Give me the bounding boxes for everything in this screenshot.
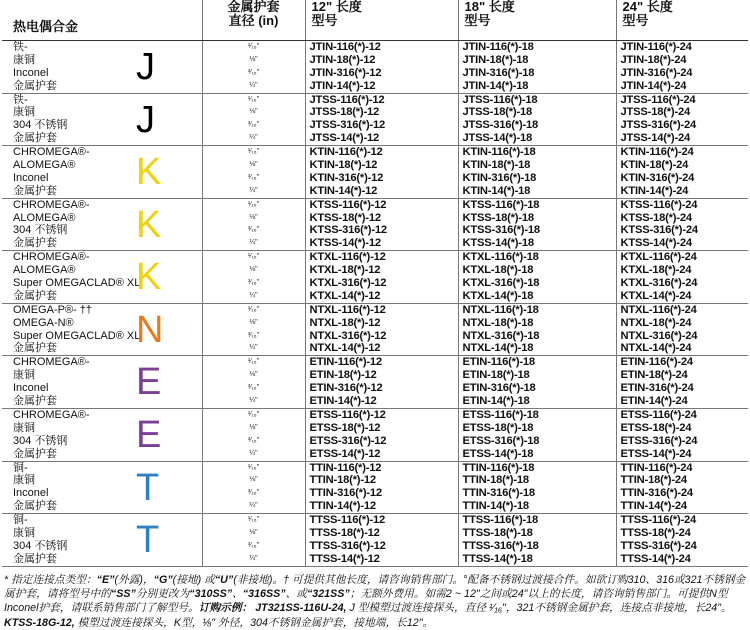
model-18in-cell [458,41,616,94]
calibration-type-letter: E [136,413,162,456]
model-18in: TTSS-116(*)-18 [462,514,539,527]
alloy-name: 304 不锈钢 [13,119,68,132]
model-18in: JTSS-316(*)-18 [462,119,539,132]
model-24in: KTXL-14(*)-24 [620,289,692,302]
alloy-name: 金属护套 [13,395,57,408]
sheath-diameter: ⅛" [249,108,258,116]
model-18in-cell [458,408,616,461]
model-24in: KTSS-18(*)-24 [620,211,692,224]
model-24in-cell [616,356,748,409]
sheath-diameter-cell [202,93,305,146]
model-24in-cell [616,461,748,514]
model-24in: JTIN-18(*)-24 [620,53,687,66]
model-12in: TTSS-18(*)-12 [309,526,380,539]
calibration-type-letter: N [136,308,164,351]
sheath-diameter: ¼" [249,239,258,247]
alloy-name: 金属护套 [13,237,57,250]
model-12in: KTSS-14(*)-12 [309,237,381,250]
alloy-cell [2,41,202,94]
model-12in: TTSS-316(*)-12 [309,539,386,552]
model-18in: KTIN-316(*)-18 [462,171,537,184]
alloy-cell [2,461,202,514]
model-12in: TTIN-18(*)-12 [309,474,376,487]
model-24in-cell [616,146,748,199]
model-12in: JTSS-316(*)-12 [309,119,386,132]
sheath-diameter: ¹⁄₁₆" [247,43,260,50]
model-12in-cell [305,461,458,514]
alloy-name: Super OMEGACLAD® XL [13,277,141,290]
table-row [2,303,748,356]
model-24in: TTSS-316(*)-24 [620,539,697,552]
sheath-diameter-cell [202,198,305,251]
model-24in: KTSS-14(*)-24 [620,237,692,250]
model-12in: NTXL-116(*)-12 [309,303,386,316]
sheath-diameter: ³⁄₁₆" [247,279,260,287]
sheath-diameter: ³⁄₁₆" [247,384,260,392]
model-12in: ETSS-14(*)-12 [309,447,381,460]
model-24in: TTIN-116(*)-24 [620,461,693,474]
model-24in-cell [616,408,748,461]
model-24in: ETSS-18(*)-24 [620,421,692,434]
model-12in-cell [305,93,458,146]
model-18in: KTSS-18(*)-18 [462,211,534,224]
model-24in: JTSS-116(*)-24 [620,93,696,106]
sheath-diameter: ¼" [249,449,258,457]
alloy-name: CHROMEGA®- [13,356,90,369]
model-24in-cell [616,303,748,356]
alloy-name: CHROMEGA®- [13,251,90,264]
model-24in: JTIN-116(*)-24 [620,41,692,53]
alloy-name: 304 不锈钢 [13,434,68,447]
model-24in: NTXL-116(*)-24 [620,303,697,316]
model-18in: ETSS-18(*)-18 [462,421,534,434]
alloy-name: 金属护套 [13,184,57,197]
sheath-diameter: ⅛" [249,476,258,484]
model-12in: KTSS-18(*)-12 [309,211,381,224]
alloy-cell [2,198,202,251]
model-18in-cell [458,251,616,304]
model-24in-cell [616,198,748,251]
alloy-name: 铜- [13,461,28,474]
model-18in: JTIN-18(*)-18 [462,53,529,66]
sheath-diameter: ¹⁄₁₆" [247,516,260,524]
sheath-diameter: ⅛" [249,318,258,326]
calibration-type-letter: E [136,361,162,404]
alloy-name: 金属护套 [13,552,57,565]
sheath-diameter: ¼" [249,81,258,89]
model-12in: TTIN-316(*)-12 [309,487,382,500]
model-18in: JTIN-14(*)-18 [462,79,529,92]
model-12in: KTIN-116(*)-12 [309,146,383,159]
model-24in: JTSS-14(*)-24 [620,132,691,145]
alloy-name: Inconel [13,66,49,79]
table-row [2,356,748,409]
model-12in: NTXL-14(*)-12 [309,342,381,355]
model-24in-cell [616,514,748,567]
sheath-diameter: ³⁄₁₆" [247,173,260,181]
sheath-diameter: ³⁄₁₆" [247,68,260,76]
table-row [2,251,748,304]
model-24in: TTIN-18(*)-24 [620,474,687,487]
model-12in: KTXL-116(*)-12 [309,251,386,264]
alloy-name: 金属护套 [13,132,57,145]
model-24in: ETSS-316(*)-24 [620,434,698,447]
model-12in: TTIN-14(*)-12 [309,500,376,513]
sheath-diameter: ⅛" [249,371,258,379]
model-18in: KTXL-316(*)-18 [462,277,540,290]
model-12in: ETIN-316(*)-12 [309,382,383,395]
calibration-type-letter: K [136,256,162,299]
alloy-name: CHROMEGA®- [13,146,90,159]
model-18in: KTXL-14(*)-18 [462,289,534,302]
model-18in-cell [458,198,616,251]
model-12in-cell [305,514,458,567]
sheath-diameter: ¼" [249,134,258,142]
model-18in: JTSS-14(*)-18 [462,132,533,145]
sheath-diameter: ³⁄₁₆" [247,436,260,444]
sheath-diameter: ¼" [249,291,258,299]
model-18in: ETIN-316(*)-18 [462,382,536,395]
sheath-diameter: ¼" [249,186,258,194]
model-12in-cell [305,356,458,409]
model-24in: JTSS-316(*)-24 [620,119,697,132]
model-18in: TTIN-18(*)-18 [462,474,529,487]
model-24in: ETIN-116(*)-24 [620,356,693,369]
model-18in-cell [458,303,616,356]
model-18in: ETSS-316(*)-18 [462,434,540,447]
model-24in: TTIN-316(*)-24 [620,487,693,500]
sheath-diameter: ¹⁄₁₆" [247,410,260,418]
sheath-diameter: ¹⁄₁₆" [247,463,260,471]
model-12in: KTIN-18(*)-12 [309,159,378,172]
alloy-name: CHROMEGA®- [13,198,90,211]
model-24in: NTXL-18(*)-24 [620,316,692,329]
sheath-diameter: ¼" [249,554,258,562]
model-24in: KTIN-116(*)-24 [620,146,694,159]
model-18in: KTIN-18(*)-18 [462,159,531,172]
sheath-diameter: ³⁄₁₆" [247,489,260,497]
alloy-name: 康铜 [13,474,35,487]
model-18in: ETSS-14(*)-18 [462,447,534,460]
sheath-diameter: ¹⁄₁₆" [247,200,260,208]
calibration-type-letter: K [136,151,162,194]
model-12in: KTIN-316(*)-12 [309,171,384,184]
model-18in: TTIN-116(*)-18 [462,461,535,474]
alloy-cell [2,356,202,409]
model-18in: ETIN-18(*)-18 [462,369,530,382]
sheath-diameter: ³⁄₁₆" [247,541,260,549]
model-12in: KTIN-14(*)-12 [309,184,378,197]
table-row [2,198,748,251]
alloy-name: OMEGA-P®- †† [13,303,93,316]
model-24in-cell [616,41,748,94]
model-18in: KTXL-116(*)-18 [462,251,539,264]
model-24in: KTIN-14(*)-24 [620,184,689,197]
model-24in-cell [616,93,748,146]
model-18in: TTIN-316(*)-18 [462,487,535,500]
model-18in-cell [458,146,616,199]
model-12in: KTSS-316(*)-12 [309,224,387,237]
model-12in: TTSS-14(*)-12 [309,552,380,565]
sheath-diameter: ¼" [249,502,258,510]
model-18in: NTXL-316(*)-18 [462,329,540,342]
alloy-name: Super OMEGACLAD® XL [13,329,141,342]
header-diameter: 金属护套 直径 (in) [202,0,305,41]
header-18in: 18" 长度 型号 [458,0,616,41]
model-12in: KTXL-316(*)-12 [309,277,387,290]
model-24in: KTSS-116(*)-24 [620,198,698,211]
alloy-cell [2,93,202,146]
model-18in: TTSS-18(*)-18 [462,526,533,539]
model-12in: JTIN-116(*)-12 [309,41,381,53]
alloy-name: 康铜 [13,106,35,119]
sheath-diameter: ¹⁄₁₆" [247,305,260,313]
sheath-diameter-cell [202,514,305,567]
sheath-diameter: ⅛" [249,213,258,221]
header-12in: 12" 长度 型号 [305,0,458,41]
table-row [2,41,748,94]
model-12in: NTXL-18(*)-12 [309,316,381,329]
model-12in: ETIN-14(*)-12 [309,395,377,408]
model-24in: NTXL-316(*)-24 [620,329,698,342]
sheath-diameter-cell [202,356,305,409]
model-12in: JTSS-14(*)-12 [309,132,380,145]
model-18in: JTSS-116(*)-18 [462,93,538,106]
table-row [2,408,748,461]
alloy-name: 康铜 [13,526,35,539]
alloy-name: 304 不锈钢 [13,539,68,552]
sheath-diameter-cell [202,461,305,514]
footnote: * 指定连接点类型：“E”(外露)，“G”(接地) 或“U”(非接地)。† 可提供其他长度，请咨询销售部门。°配备不锈钢过渡接合件。如欲订购310、316或321不锈钢金属护套，请将型号中的“SS”分别更改为“310SS”、“316SS”、或“321SS”；无额外费用。如需2 ~ 12"之间或24"以上的长度，请咨询销售部门。可提供N型Inconel护套，请联系销售部门了解型号。订购示例： JT321SS-116U-24, J 型模塑过渡连接探头，直径 ¹⁄₁₆"，321不锈钢金属护套，连接点非接地，长24"。 KTSS-18G-12, 模塑过渡连接探头，K型，⅛" 外径，304不锈钢金属护套，接地端，长12"。 [4,574,746,629]
sheath-diameter: ⅛" [249,266,258,274]
model-18in: ETSS-116(*)-18 [462,408,539,421]
model-12in-cell [305,146,458,199]
sheath-diameter: ⅛" [249,55,258,63]
calibration-type-letter: J [136,98,155,141]
alloy-name: 康铜 [13,53,35,66]
alloy-name: ALOMEGA® [13,211,76,224]
model-24in: JTSS-18(*)-24 [620,106,691,119]
model-24in: ETIN-18(*)-24 [620,369,688,382]
calibration-type-letter: T [136,466,160,509]
sheath-diameter-cell [202,251,305,304]
model-18in: KTIN-116(*)-18 [462,146,536,159]
calibration-type-letter: T [136,519,160,562]
model-12in: KTXL-14(*)-12 [309,289,381,302]
model-24in: KTXL-18(*)-24 [620,264,692,277]
model-24in: TTSS-14(*)-24 [620,552,691,565]
alloy-name: OMEGA-N® [13,316,74,329]
model-12in-cell [305,408,458,461]
model-12in: ETSS-316(*)-12 [309,434,387,447]
sheath-diameter: ¹⁄₁₆" [247,358,260,366]
sheath-diameter: ³⁄₁₆" [247,121,260,129]
alloy-name: 康铜 [13,369,35,382]
header-alloy: 热电偶合金 [2,0,202,41]
alloy-name: 304 不锈钢 [13,224,68,237]
sheath-diameter: ⅛" [249,528,258,536]
model-12in-cell [305,251,458,304]
model-18in: JTIN-316(*)-18 [462,66,535,79]
model-18in: KTXL-18(*)-18 [462,264,534,277]
sheath-diameter: ¼" [249,397,258,405]
sheath-diameter: ³⁄₁₆" [247,331,260,339]
alloy-name: 铜- [13,514,28,527]
model-24in: ETIN-14(*)-24 [620,395,688,408]
alloy-cell [2,514,202,567]
model-12in: ETIN-116(*)-12 [309,356,382,369]
model-12in: KTSS-116(*)-12 [309,198,387,211]
model-12in: JTSS-18(*)-12 [309,106,380,119]
sheath-diameter-cell [202,303,305,356]
model-18in: NTXL-18(*)-18 [462,316,534,329]
model-18in-cell [458,93,616,146]
sheath-diameter-cell [202,408,305,461]
model-18in: ETIN-116(*)-18 [462,356,535,369]
sheath-diameter: ¹⁄₁₆" [247,253,260,261]
sheath-diameter: ¹⁄₁₆" [247,95,260,103]
model-24in: JTIN-14(*)-24 [620,79,687,92]
model-18in: JTSS-18(*)-18 [462,106,533,119]
model-18in: JTIN-116(*)-18 [462,41,534,53]
model-18in: KTSS-116(*)-18 [462,198,540,211]
alloy-name: Inconel [13,171,49,184]
alloy-cell [2,251,202,304]
table-row [2,93,748,146]
alloy-name: Inconel [13,487,49,500]
model-24in: ETIN-316(*)-24 [620,382,694,395]
model-18in: TTSS-14(*)-18 [462,552,533,565]
model-24in: KTXL-116(*)-24 [620,251,697,264]
model-12in: JTSS-116(*)-12 [309,93,385,106]
alloy-cell [2,303,202,356]
model-12in: ETSS-18(*)-12 [309,421,381,434]
sheath-diameter: ¹⁄₁₆" [247,148,260,156]
calibration-type-letter: K [136,203,162,246]
model-12in: TTSS-116(*)-12 [309,514,386,527]
model-18in-cell [458,461,616,514]
model-24in: KTSS-316(*)-24 [620,224,698,237]
model-12in: TTIN-116(*)-12 [309,461,382,474]
table-row [2,146,748,199]
calibration-type-letter: J [136,46,155,88]
model-18in: KTSS-14(*)-18 [462,237,534,250]
table-body [2,41,748,567]
model-12in: KTXL-18(*)-12 [309,264,381,277]
thermocouple-probe-table [2,0,748,567]
model-12in: JTIN-316(*)-12 [309,66,382,79]
model-12in-cell [305,41,458,94]
model-18in: ETIN-14(*)-18 [462,395,530,408]
alloy-name: 金属护套 [13,79,57,92]
model-18in: TTIN-14(*)-18 [462,500,529,513]
model-24in: TTSS-116(*)-24 [620,514,697,527]
model-24in: TTIN-14(*)-24 [620,500,687,513]
alloy-name: Inconel [13,382,49,395]
model-18in-cell [458,514,616,567]
sheath-diameter: ¼" [249,344,258,352]
alloy-name: ALOMEGA® [13,264,76,277]
model-12in: NTXL-316(*)-12 [309,329,387,342]
model-12in: ETIN-18(*)-12 [309,369,377,382]
model-18in: KTIN-14(*)-18 [462,184,531,197]
model-18in-cell [458,356,616,409]
alloy-name: 金属护套 [13,500,57,513]
table-row [2,461,748,514]
model-12in-cell [305,303,458,356]
alloy-cell [2,408,202,461]
model-18in: NTXL-14(*)-18 [462,342,534,355]
sheath-diameter: ³⁄₁₆" [247,226,260,234]
sheath-diameter-cell [202,146,305,199]
model-12in: JTIN-18(*)-12 [309,53,376,66]
alloy-name: CHROMEGA®- [13,408,90,421]
sheath-diameter: ⅛" [249,423,258,431]
model-12in: ETSS-116(*)-12 [309,408,386,421]
alloy-name: 金属护套 [13,342,57,355]
alloy-name: 金属护套 [13,447,57,460]
alloy-name: 铁- [13,41,28,53]
model-18in: KTSS-316(*)-18 [462,224,540,237]
alloy-cell [2,146,202,199]
sheath-diameter-cell [202,41,305,94]
model-24in: JTIN-316(*)-24 [620,66,693,79]
model-24in: ETSS-116(*)-24 [620,408,697,421]
model-18in: NTXL-116(*)-18 [462,303,539,316]
table-row [2,514,748,567]
alloy-name: 康铜 [13,421,35,434]
model-12in-cell [305,198,458,251]
sheath-diameter: ⅛" [249,161,258,169]
model-24in: KTXL-316(*)-24 [620,277,698,290]
model-18in: TTSS-316(*)-18 [462,539,539,552]
header-24in: 24" 长度 型号 [616,0,748,41]
model-24in: NTXL-14(*)-24 [620,342,692,355]
model-24in: ETSS-14(*)-24 [620,447,692,460]
model-24in-cell [616,251,748,304]
alloy-name: 铁- [13,93,28,106]
model-24in: KTIN-18(*)-24 [620,159,689,172]
model-24in: KTIN-316(*)-24 [620,171,695,184]
alloy-name: 金属护套 [13,289,57,302]
alloy-name: ALOMEGA® [13,159,76,172]
table-header-row [2,0,748,41]
model-24in: TTSS-18(*)-24 [620,526,691,539]
model-12in: JTIN-14(*)-12 [309,79,376,92]
